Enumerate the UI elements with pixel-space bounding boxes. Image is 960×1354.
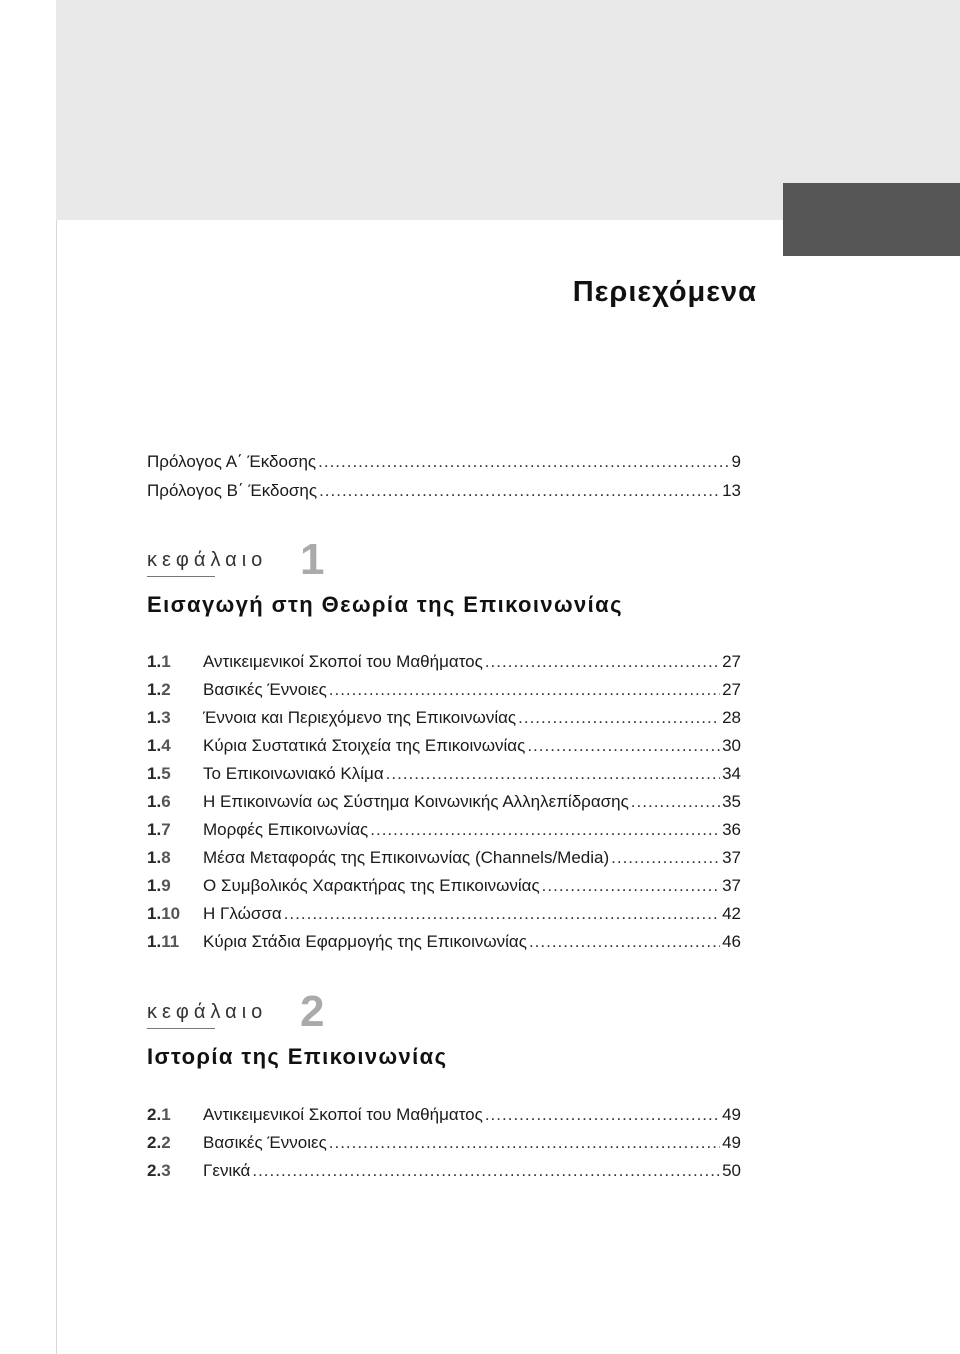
toc-entry-title: Αντικειμενικοί Σκοποί του Μαθήματος — [203, 652, 483, 671]
toc-entry-number: 1.5 — [147, 764, 171, 783]
toc-entry-number: 1.3 — [147, 708, 171, 727]
chapter-2-number: 2 — [300, 987, 325, 1036]
toc-entry[interactable] — [147, 1132, 741, 1154]
toc-entry[interactable] — [147, 1160, 741, 1182]
toc-entry[interactable] — [147, 735, 741, 757]
toc-entry-page: 49 — [722, 1133, 741, 1152]
toc-entry-title: Πρόλογος Α΄ Έκδοσης — [147, 452, 317, 471]
toc-entry-number: 1.7 — [147, 820, 171, 839]
toc-entry[interactable] — [147, 707, 741, 729]
dot-leader — [527, 735, 720, 757]
toc-entry-title: Κύρια Στάδια Εφαρμογής της Επικοινωνίας — [203, 932, 527, 951]
toc-entry-number: 2.1 — [147, 1105, 171, 1124]
chapter-label-rule — [147, 576, 215, 577]
chapter-2-title: Ιστορία της Επικοινωνίας — [147, 1044, 448, 1069]
toc-entry-page: 46 — [722, 932, 741, 951]
toc-entry-page: 42 — [722, 904, 741, 923]
toc-entry-number: 1.4 — [147, 736, 171, 755]
toc-entry-page: 37 — [722, 848, 741, 867]
toc-entry-title: Ο Συμβολικός Χαρακτήρας της Επικοινωνίας — [203, 876, 540, 895]
dot-leader — [518, 707, 720, 729]
toc-entry-page: 30 — [722, 736, 741, 755]
toc-entry-title: Μορφές Επικοινωνίας — [203, 820, 369, 839]
toc-entry[interactable] — [147, 903, 741, 925]
toc-entry-page: 28 — [722, 708, 741, 727]
chapter-1-label — [147, 549, 267, 572]
chapter-label-text: κεφάλαιο — [147, 1001, 268, 1023]
dot-leader — [386, 763, 720, 785]
dot-leader — [329, 679, 720, 701]
dot-leader — [284, 903, 720, 925]
toc-entry-page: 13 — [722, 481, 741, 500]
toc-entry[interactable] — [147, 847, 741, 869]
corner-tab — [783, 183, 960, 256]
dot-leader — [252, 1160, 720, 1182]
dot-leader — [485, 1104, 720, 1126]
toc-entry-number: 1.1 — [147, 652, 171, 671]
toc-entry[interactable] — [147, 1104, 741, 1126]
toc-entry[interactable] — [147, 651, 741, 673]
toc-entry-title: Μέσα Μεταφοράς της Επικοινωνίας (Channels/Media) — [203, 848, 610, 867]
toc-entry-page: 27 — [722, 680, 741, 699]
dot-leader — [611, 847, 720, 869]
toc-entry-page: 35 — [722, 792, 741, 811]
dot-leader — [318, 451, 729, 473]
chapter-1-title: Εισαγωγή στη Θεωρία της Επικοινωνίας — [147, 592, 623, 617]
dot-leader — [319, 480, 720, 502]
toc-entry-title: Η Γλώσσα — [203, 904, 282, 923]
chapter-label-text: κεφάλαιο — [147, 549, 268, 571]
toc-entry-page: 36 — [722, 820, 741, 839]
toc-entry-preface-a[interactable] — [147, 451, 741, 473]
dot-leader — [485, 651, 720, 673]
dot-leader — [370, 819, 720, 841]
toc-entry-number: 1.9 — [147, 876, 171, 895]
chapter-1-number: 1 — [300, 535, 325, 584]
toc-entry-number: 1.8 — [147, 848, 171, 867]
toc-entry-number: 1.2 — [147, 680, 171, 699]
chapter-2-label — [147, 1001, 267, 1024]
toc-entry-number: 1.10 — [147, 904, 181, 923]
toc-entry[interactable] — [147, 791, 741, 813]
toc-entry[interactable] — [147, 763, 741, 785]
page-edge — [56, 220, 57, 1354]
toc-entry-page: 27 — [722, 652, 741, 671]
toc-entry[interactable] — [147, 875, 741, 897]
toc-entry-title: Πρόλογος Β΄ Έκδοσης — [147, 481, 318, 500]
dot-leader — [631, 791, 720, 813]
toc-entry-page: 9 — [731, 452, 741, 471]
toc-entry-title: Βασικές Έννοιες — [203, 1133, 327, 1152]
page-title: Περιεχόμενα — [572, 276, 757, 308]
toc-entry-title: Έννοια και Περιεχόμενο της Επικοινωνίας — [203, 708, 517, 727]
dot-leader — [529, 931, 720, 953]
dot-leader — [329, 1132, 720, 1154]
toc-entry-page: 49 — [722, 1105, 741, 1124]
toc-entry-title: Κύρια Συστατικά Στοιχεία της Επικοινωνίας — [203, 736, 526, 755]
toc-entry-preface-b[interactable] — [147, 480, 741, 502]
toc-entry-title: Γενικά — [203, 1161, 251, 1180]
toc-entry-page: 37 — [722, 876, 741, 895]
toc-entry-page: 50 — [722, 1161, 741, 1180]
toc-entry-title: Βασικές Έννοιες — [203, 680, 327, 699]
toc-entry[interactable] — [147, 679, 741, 701]
toc-entry[interactable] — [147, 931, 741, 953]
toc-entry-number: 1.6 — [147, 792, 171, 811]
toc-entry[interactable] — [147, 819, 741, 841]
toc-entry-page: 34 — [722, 764, 741, 783]
toc-entry-title: Η Επικοινωνία ως Σύστημα Κοινωνικής Αλληλεπίδρασης — [203, 792, 629, 811]
toc-entry-number: 1.11 — [147, 932, 180, 951]
chapter-label-rule — [147, 1028, 215, 1029]
toc-entry-title: Το Επικοινωνιακό Κλίμα — [203, 764, 384, 783]
toc-entry-number: 2.3 — [147, 1161, 171, 1180]
dot-leader — [542, 875, 720, 897]
toc-entry-number: 2.2 — [147, 1133, 171, 1152]
toc-entry-title: Αντικειμενικοί Σκοποί του Μαθήματος — [203, 1105, 483, 1124]
